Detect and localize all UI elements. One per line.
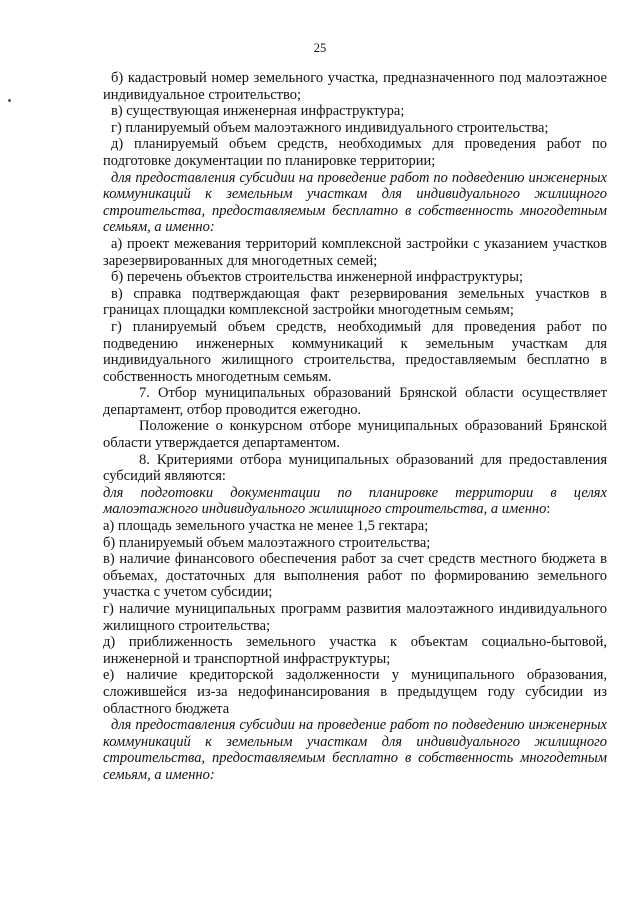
paragraph-item-a: а) проект межевания территорий комплексной застройки с указанием участков зарезервированных для многодетных семей;	[103, 235, 607, 269]
document-body	[103, 70, 607, 784]
paragraph-item-d: д) планируемый объем средств, необходимых для проведения работ по подготовке документации по планировке территории;	[103, 136, 607, 169]
paragraph-criterion-v: в) наличие финансового обеспечения работ за счет средств местного бюджета в объемах, достаточных для выполнения работ по формированию земельного участка с учетом субсидии;	[103, 551, 607, 601]
paragraph-clause-7: 7. Отбор муниципальных образований Брянской области осуществляет департамент, отбор проводится ежегодно.	[103, 385, 607, 418]
paragraph-criterion-a: а) площадь земельного участка не менее 1,5 гектара;	[103, 518, 429, 535]
paragraph-item-v: в) существующая инженерная инфраструктура;	[111, 103, 405, 120]
paragraph-item-b: б) кадастровый номер земельного участка, предназначенного под малоэтажное индивидуальное строительство;	[103, 70, 607, 103]
paragraph-criterion-g: г) наличие муниципальных программ развития малоэтажного индивидуального жилищного строительства;	[103, 601, 607, 634]
paragraph-item-b: б) перечень объектов строительства инженерной инфраструктуры;	[111, 269, 524, 286]
paragraph-regulation: Положение о конкурсном отборе муниципальных образований Брянской области утверждается департаментом.	[103, 418, 607, 452]
scan-mark	[8, 99, 11, 102]
paragraph-criterion-e: е) наличие кредиторской задолженности у муниципального образования, сложившейся из-за недофинансирования в предыдущем году субсидии из областного бюджета	[103, 667, 607, 717]
paragraph-item-g: г) планируемый объем средств, необходимый для проведения работ по подведению инженерных коммуникаций к земельным участкам для индивидуального жилищного строительства, предоставляемым бесплатно в собственность многодетным семьям.	[103, 318, 607, 385]
paragraph-planning-heading	[103, 485, 607, 518]
planning-heading-colon: :	[546, 501, 551, 518]
planning-heading-italic: для подготовки документации по планировке территории в целях малоэтажного индивидуального жилищного строительства, а именно	[103, 484, 607, 518]
paragraph-subsidy-heading: для предоставления субсидии на проведение работ по подведению инженерных коммуникаций к земельным участкам для индивидуального жилищного строительства, предоставляемым бесплатно в собственность многодетным семьям, а именно:	[103, 169, 607, 236]
paragraph-subsidy-heading-2: для предоставления субсидии на проведение работ по подведению инженерных коммуникаций к земельным участкам для индивидуального жилищного строительства, предоставляемым бесплатно в собственность многодетным семьям, а именно:	[103, 717, 607, 783]
paragraph-item-g: г) планируемый объем малоэтажного индивидуального строительства;	[111, 119, 549, 136]
page-number: 25	[313, 41, 327, 55]
paragraph-clause-8: 8. Критериями отбора муниципальных образований для предоставления субсидий являются:	[103, 451, 607, 485]
paragraph-criterion-b: б) планируемый объем малоэтажного строительства;	[103, 534, 431, 551]
paragraph-item-v: в) справка подтверждающая факт резервирования земельных участков в границах площадки комплексной застройки многодетным семьям;	[103, 285, 607, 319]
paragraph-criterion-d: д) приближенность земельного участка к объектам социально-бытовой, инженерной и транспортной инфраструктуры;	[103, 634, 607, 667]
